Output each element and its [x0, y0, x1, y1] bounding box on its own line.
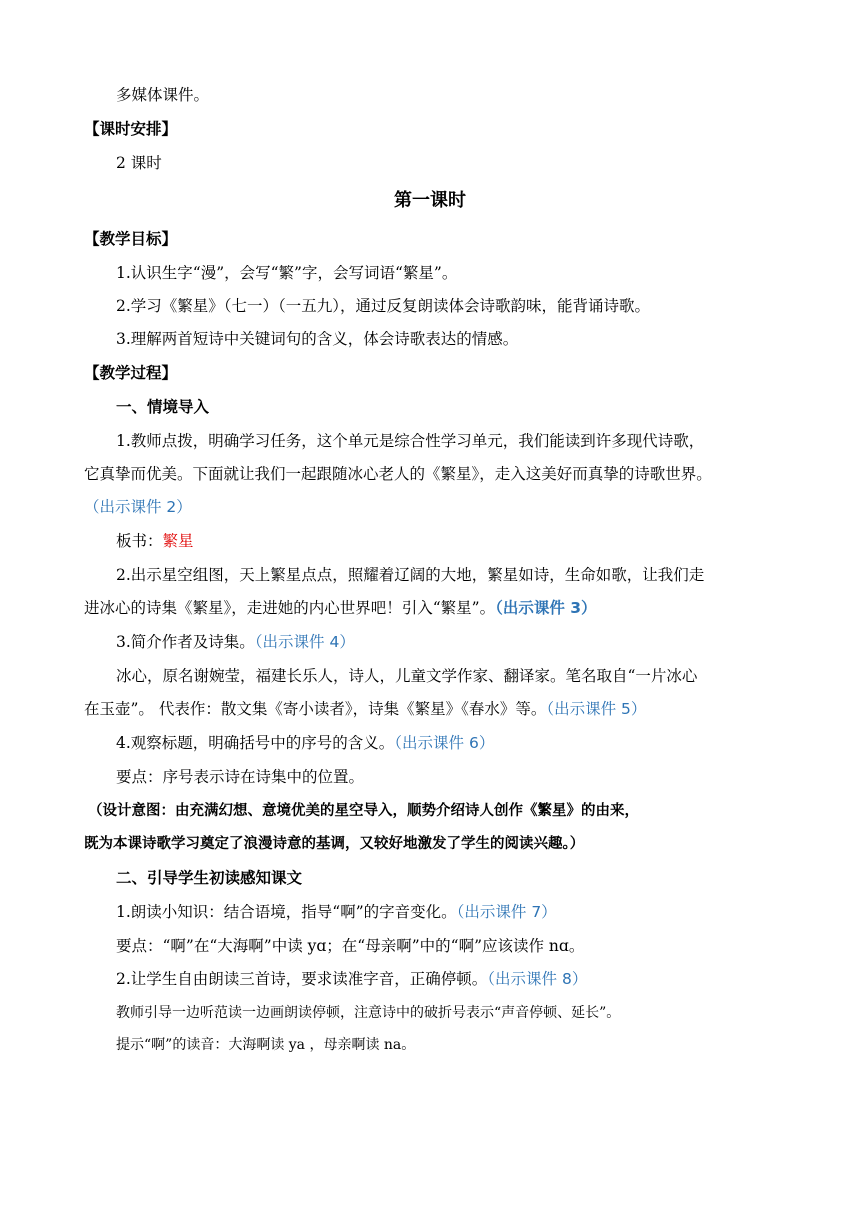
teacher-guide: 教师引导一边听范读一边画朗读停顿，注意诗中的破折号表示“声音停顿、延长”。 [116, 1005, 621, 1021]
para-4 [116, 732, 816, 754]
section-2-title: 二、引导学生初读感知课文 [116, 869, 303, 887]
goal-3: 3.理解两首短诗中关键词句的含义，体会诗歌表达的情感。 [116, 330, 519, 348]
para-2-line-1: 2.出示星空组图，天上繁星点点，照耀着辽阔的大地，繁星如诗，生命如歌，让我们走 [116, 566, 705, 584]
design-intent-line-1: （设计意图：由充满幻想、意境优美的星空导入，顺势介绍诗人创作《繁星》的由来， [88, 802, 639, 819]
design-intent-line-2: 既为本课诗歌学习奠定了浪漫诗意的基调，又较好地激发了学生的阅读兴趣。） [84, 835, 585, 852]
courseware-link-3[interactable]: （出示课件 3） [495, 599, 597, 617]
para-2-line-2 [84, 597, 784, 619]
courseware-link-4[interactable]: （出示课件 4） [254, 633, 355, 651]
para-3-text: 3.简介作者及诗集。 [116, 633, 255, 651]
author-line-2 [84, 698, 784, 720]
schedule-text: 2 课时 [116, 154, 162, 172]
para-1-line-2: 它真挚而优美。下面就让我们一起跟随冰心老人的《繁星》，走入这美好而真挚的诗歌世界。 [84, 465, 712, 483]
heading-goals: 【教学目标】 [84, 230, 178, 248]
heading-process: 【教学过程】 [84, 364, 178, 382]
para-1-line-1: 1.教师点拨，明确学习任务，这个单元是综合性学习单元，我们能读到许多现代诗歌， [116, 432, 705, 450]
courseware-link-7[interactable]: （出示课件 7） [456, 903, 557, 921]
key-point-1: 要点：序号表示诗在诗集中的位置。 [116, 768, 365, 786]
author-text: 在玉壶”。 代表作：散文集《寄小读者》，诗集《繁星》《春水》等。 [84, 700, 547, 718]
heading-schedule: 【课时安排】 [84, 120, 178, 138]
para-5 [116, 901, 816, 923]
courseware-link-8[interactable]: （出示课件 8） [487, 970, 588, 988]
section-1-title: 一、情境导入 [116, 398, 210, 416]
author-line-1: 冰心，原名谢婉莹，福建长乐人，诗人，儿童文学作家、翻译家。笔名取自“一片冰心 [116, 667, 698, 685]
board-value: 繁星 [162, 532, 194, 550]
courseware-link-5[interactable]: （出示课件 5） [546, 700, 647, 718]
para-6-text: 2.让学生自由朗读三首诗，要求读准字音，正确停顿。 [116, 970, 488, 988]
board-label: 板书： [116, 532, 163, 550]
pronunciation-tip: 提示“啊”的读音：大海啊读 ya ，母亲啊读 na。 [116, 1037, 416, 1053]
page-title: 第一课时 [394, 190, 466, 211]
courseware-link-6[interactable]: （出示课件 6） [394, 734, 495, 752]
courseware-link-2[interactable]: （出示课件 2） [84, 498, 192, 516]
para-5-text: 1.朗读小知识：结合语境，指导“啊”的字音变化。 [116, 903, 457, 921]
goal-2: 2.学习《繁星》（七一）（一五九），通过反复朗读体会诗歌韵味，能背诵诗歌。 [116, 297, 651, 315]
para-3 [116, 631, 816, 653]
materials-text: 多媒体课件。 [116, 86, 210, 104]
goal-1: 1.认识生字“漫”，会写“繁”字，会写词语“繁星”。 [116, 264, 458, 282]
para-2-text: 进冰心的诗集《繁星》，走进她的内心世界吧！引入“繁星”。 [84, 599, 496, 617]
board-line [116, 530, 816, 552]
para-6 [116, 968, 816, 990]
key-point-2: 要点：“啊”在“大海啊”中读 yɑ；在“母亲啊”中的“啊”应该读作 nɑ。 [116, 937, 585, 955]
para-4-text: 4.观察标题，明确括号中的序号的含义。 [116, 734, 395, 752]
